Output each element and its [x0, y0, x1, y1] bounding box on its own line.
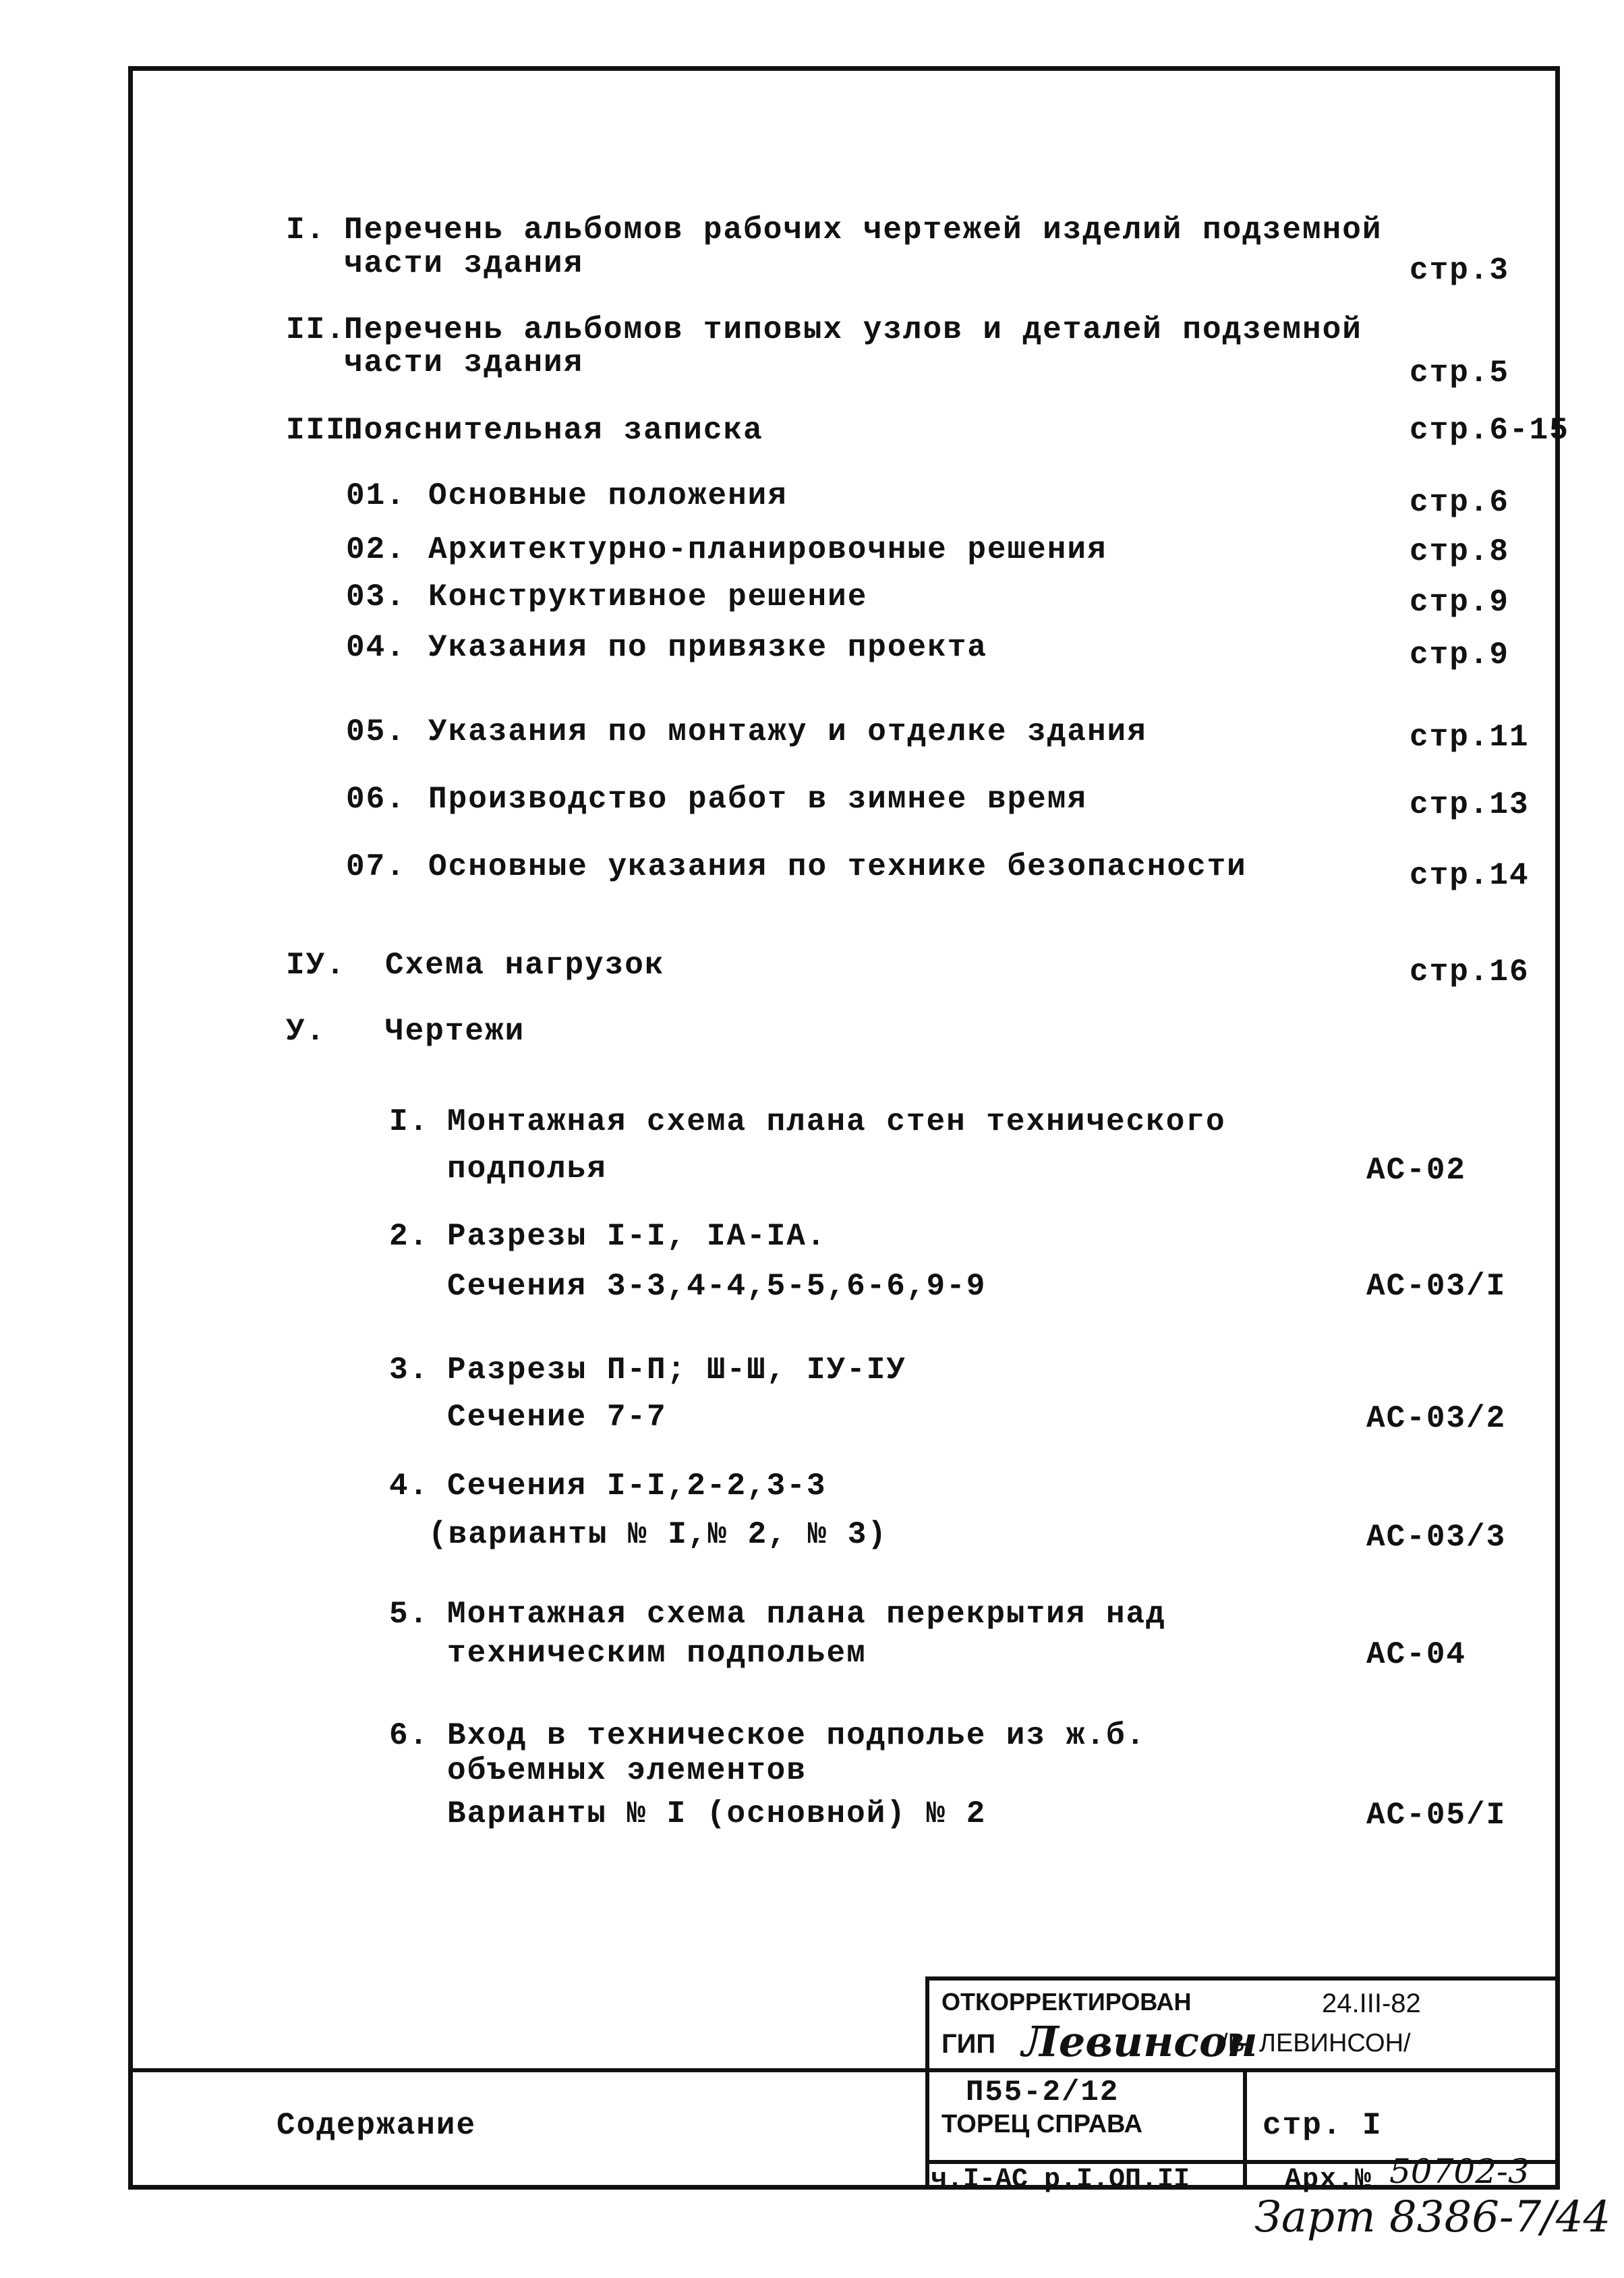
- toc-number: 02.: [346, 532, 406, 567]
- toc-page: стр.14: [1410, 858, 1530, 893]
- archive-number: 50702-3: [1389, 2152, 1530, 2191]
- toc-title-line: Производство работ в зимнее время: [428, 782, 1087, 817]
- drawing-title-line: Сечение 7-7: [447, 1400, 667, 1435]
- drawing-title-line: объемных элементов: [447, 1753, 807, 1788]
- toc-page: стр.8: [1410, 534, 1510, 569]
- sheet-title: Содержание: [277, 2108, 477, 2143]
- drawing-code: АС-03/2: [1366, 1401, 1507, 1436]
- toc-page: стр.6: [1410, 485, 1510, 520]
- archive-label: Арх.№: [1285, 2165, 1373, 2195]
- drawing-title-line: Варианты № I (основной) № 2: [447, 1796, 987, 1831]
- signature: Левинсон: [1022, 2017, 1258, 2066]
- drawing-title-line: (варианты № I,№ 2, № 3): [428, 1517, 888, 1552]
- stamp-border-left: [925, 1976, 929, 2187]
- toc-number: II.: [286, 312, 346, 347]
- drawing-title-line: Монтажная схема плана стен технического: [447, 1104, 1226, 1139]
- title-block-top-line: [131, 2068, 1560, 2072]
- toc-title-line: Указания по привязке проекта: [428, 630, 987, 665]
- drawing-title-line: Разрезы I-I, IA-IA.: [447, 1219, 827, 1254]
- toc-title-line: Основные положения: [428, 478, 788, 513]
- toc-title-line: части здания: [344, 246, 584, 281]
- drawing-code: АС-02: [1366, 1153, 1467, 1188]
- drawing-title-line: техническим подпольем: [447, 1636, 867, 1671]
- drawing-title-line: Сечения I-I,2-2,3-3: [447, 1469, 827, 1504]
- toc-title-line: Перечень альбомов типовых узлов и деталей подземной: [344, 312, 1362, 347]
- drawing-title-line: Разрезы П-П; Ш-Ш, IУ-IУ: [447, 1352, 906, 1388]
- toc-title-line: Указания по монтажу и отделке здания: [428, 714, 1147, 749]
- toc-number: 05.: [346, 714, 406, 749]
- toc-number: 04.: [346, 630, 406, 665]
- part-code: ч.I-АС р.I.ОП.II: [931, 2165, 1190, 2195]
- drawing-number: 6.: [389, 1718, 430, 1753]
- toc-number: III.: [286, 413, 366, 448]
- drawing-title-line: Сечения 3-3,4-4,5-5,6-6,9-9: [447, 1269, 987, 1304]
- toc-title-line: Чертежи: [385, 1014, 525, 1049]
- frame-top: [128, 66, 1559, 71]
- toc-title-line: Архитектурно-планировочные решения: [428, 532, 1107, 567]
- toc-page: стр.11: [1410, 720, 1530, 755]
- toc-title-line: Перечень альбомов рабочих чертежей изделий подземной: [344, 212, 1383, 248]
- page-number: стр. I: [1263, 2108, 1383, 2143]
- toc-page: стр.13: [1410, 787, 1530, 822]
- toc-title-line: Конструктивное решение: [428, 579, 868, 615]
- drawing-code: АС-03/I: [1366, 1269, 1507, 1304]
- corrected-label: ОТКОРРЕКТИРОВАН: [941, 1988, 1192, 2016]
- frame-right: [1555, 66, 1560, 2190]
- drawing-title-line: Вход в техническое подполье из ж.б.: [447, 1718, 1147, 1753]
- toc-title-line: части здания: [344, 345, 584, 380]
- toc-number: У.: [286, 1014, 326, 1049]
- corrected-date: 24.III-82: [1322, 1989, 1421, 2018]
- toc-page: стр.5: [1410, 355, 1510, 391]
- toc-title-line: Основные указания по технике безопасности: [428, 849, 1247, 884]
- toc-number: 01.: [346, 478, 406, 513]
- toc-page: стр.16: [1410, 955, 1530, 990]
- toc-number: 07.: [346, 849, 406, 884]
- series-number: П55-2/12: [966, 2076, 1120, 2109]
- drawing-title-line: Монтажная схема плана перекрытия над: [447, 1597, 1166, 1632]
- drawing-number: 2.: [389, 1219, 430, 1254]
- toc-number: 03.: [346, 579, 406, 615]
- gip-name: /В. ЛЕВИНСОН/: [1221, 2029, 1411, 2057]
- toc-number: 06.: [346, 782, 406, 817]
- stamp-divider: [1243, 2072, 1247, 2187]
- drawing-number: 4.: [389, 1469, 430, 1504]
- toc-page: стр.9: [1410, 637, 1510, 673]
- toc-page: стр.3: [1410, 253, 1510, 288]
- drawing-number: 5.: [389, 1597, 430, 1632]
- toc-title-line: Пояснительная записка: [344, 413, 763, 448]
- drawing-title-line: подполья: [447, 1151, 607, 1187]
- toc-title-line: Схема нагрузок: [385, 948, 665, 983]
- handwritten-note: Зарт 8386-7/44: [1254, 2192, 1611, 2242]
- drawing-code: АС-05/I: [1366, 1798, 1507, 1833]
- stamp-border-top: [925, 1976, 1559, 1981]
- drawing-code: АС-03/3: [1366, 1520, 1507, 1555]
- toc-page: стр.6-15: [1410, 413, 1569, 448]
- toc-number: IУ.: [286, 948, 346, 983]
- toc-page: стр.9: [1410, 585, 1510, 620]
- toc-number: I.: [286, 212, 326, 248]
- gip-label: ГИП: [941, 2029, 996, 2059]
- drawing-number: 3.: [389, 1352, 430, 1388]
- drawing-number: I.: [389, 1104, 430, 1139]
- frame-left: [128, 66, 133, 2190]
- drawing-code: АС-04: [1366, 1637, 1467, 1672]
- variant-label: ТОРЕЦ СПРАВА: [941, 2110, 1143, 2138]
